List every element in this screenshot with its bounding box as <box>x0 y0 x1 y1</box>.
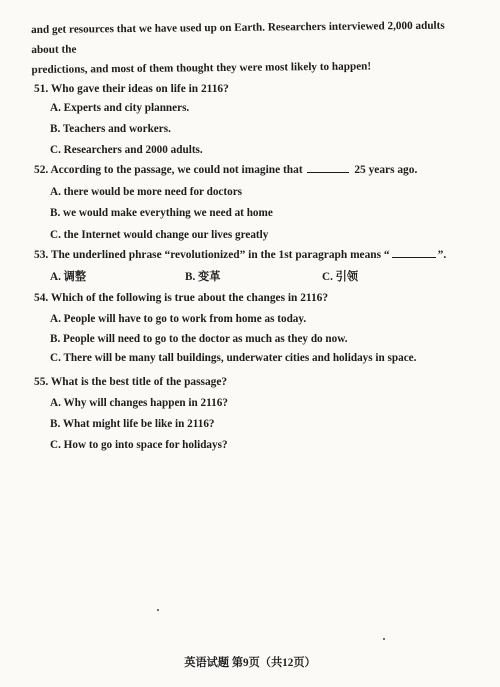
passage-line: and get resources that we have used up on Earth. Researchers interviewed 2,000 adults about the <box>31 19 445 56</box>
question-53-text-end: ”. <box>437 249 447 261</box>
option-55-b[interactable]: B. What might life be like in 2116? <box>50 418 215 430</box>
passage-continuation <box>31 15 472 80</box>
question-53-text-mid: in the 1st paragraph means “ <box>248 249 390 261</box>
option-55-a[interactable]: A. Why will changes happen in 2116? <box>50 397 228 409</box>
option-51-b[interactable]: B. Teachers and workers. <box>50 123 171 135</box>
option-53-c[interactable]: C. 引领 <box>322 271 359 283</box>
question-52 <box>34 163 417 178</box>
option-55-c[interactable]: C. How to go into space for holidays? <box>50 439 228 451</box>
option-53-a[interactable]: A. 调整 <box>50 271 87 283</box>
scan-speck <box>383 638 385 640</box>
question-51: 51. Who gave their ideas on life in 2116? <box>34 83 229 95</box>
option-54-a[interactable]: A. People will have to go to work from home as today. <box>50 313 307 325</box>
option-54-b[interactable]: B. People will need to go to the doctor as much as they do now. <box>50 333 348 345</box>
page-footer: 英语试题 第9页（共12页） <box>184 657 316 669</box>
answer-blank <box>307 163 349 173</box>
underlined-phrase: “revolutionized” <box>164 249 246 261</box>
option-51-c[interactable]: C. Researchers and 2000 adults. <box>50 144 203 156</box>
question-55: 55. What is the best title of the passage? <box>34 376 228 388</box>
option-52-c[interactable]: C. the Internet would change our lives greatly <box>50 229 269 241</box>
question-52-text-end: 25 years ago. <box>354 164 418 176</box>
question-53-text: 53. The underlined phrase <box>34 249 162 261</box>
question-53 <box>34 248 446 263</box>
option-51-a[interactable]: A. Experts and city planners. <box>50 102 190 114</box>
question-52-text: 52. According to the passage, we could not imagine that <box>34 164 303 176</box>
option-52-b[interactable]: B. we would make everything we need at home <box>50 207 273 219</box>
scan-speck <box>157 609 159 611</box>
passage-line: predictions, and most of them thought they were most likely to happen! <box>31 60 372 76</box>
option-52-a[interactable]: A. there would be more need for doctors <box>50 186 243 198</box>
question-54: 54. Which of the following is true about the changes in 2116? <box>34 292 329 304</box>
option-54-c[interactable]: C. There will be many tall buildings, underwater cities and holidays in space. <box>50 352 417 364</box>
answer-blank <box>392 248 436 258</box>
option-53-b[interactable]: B. 变革 <box>185 271 221 283</box>
